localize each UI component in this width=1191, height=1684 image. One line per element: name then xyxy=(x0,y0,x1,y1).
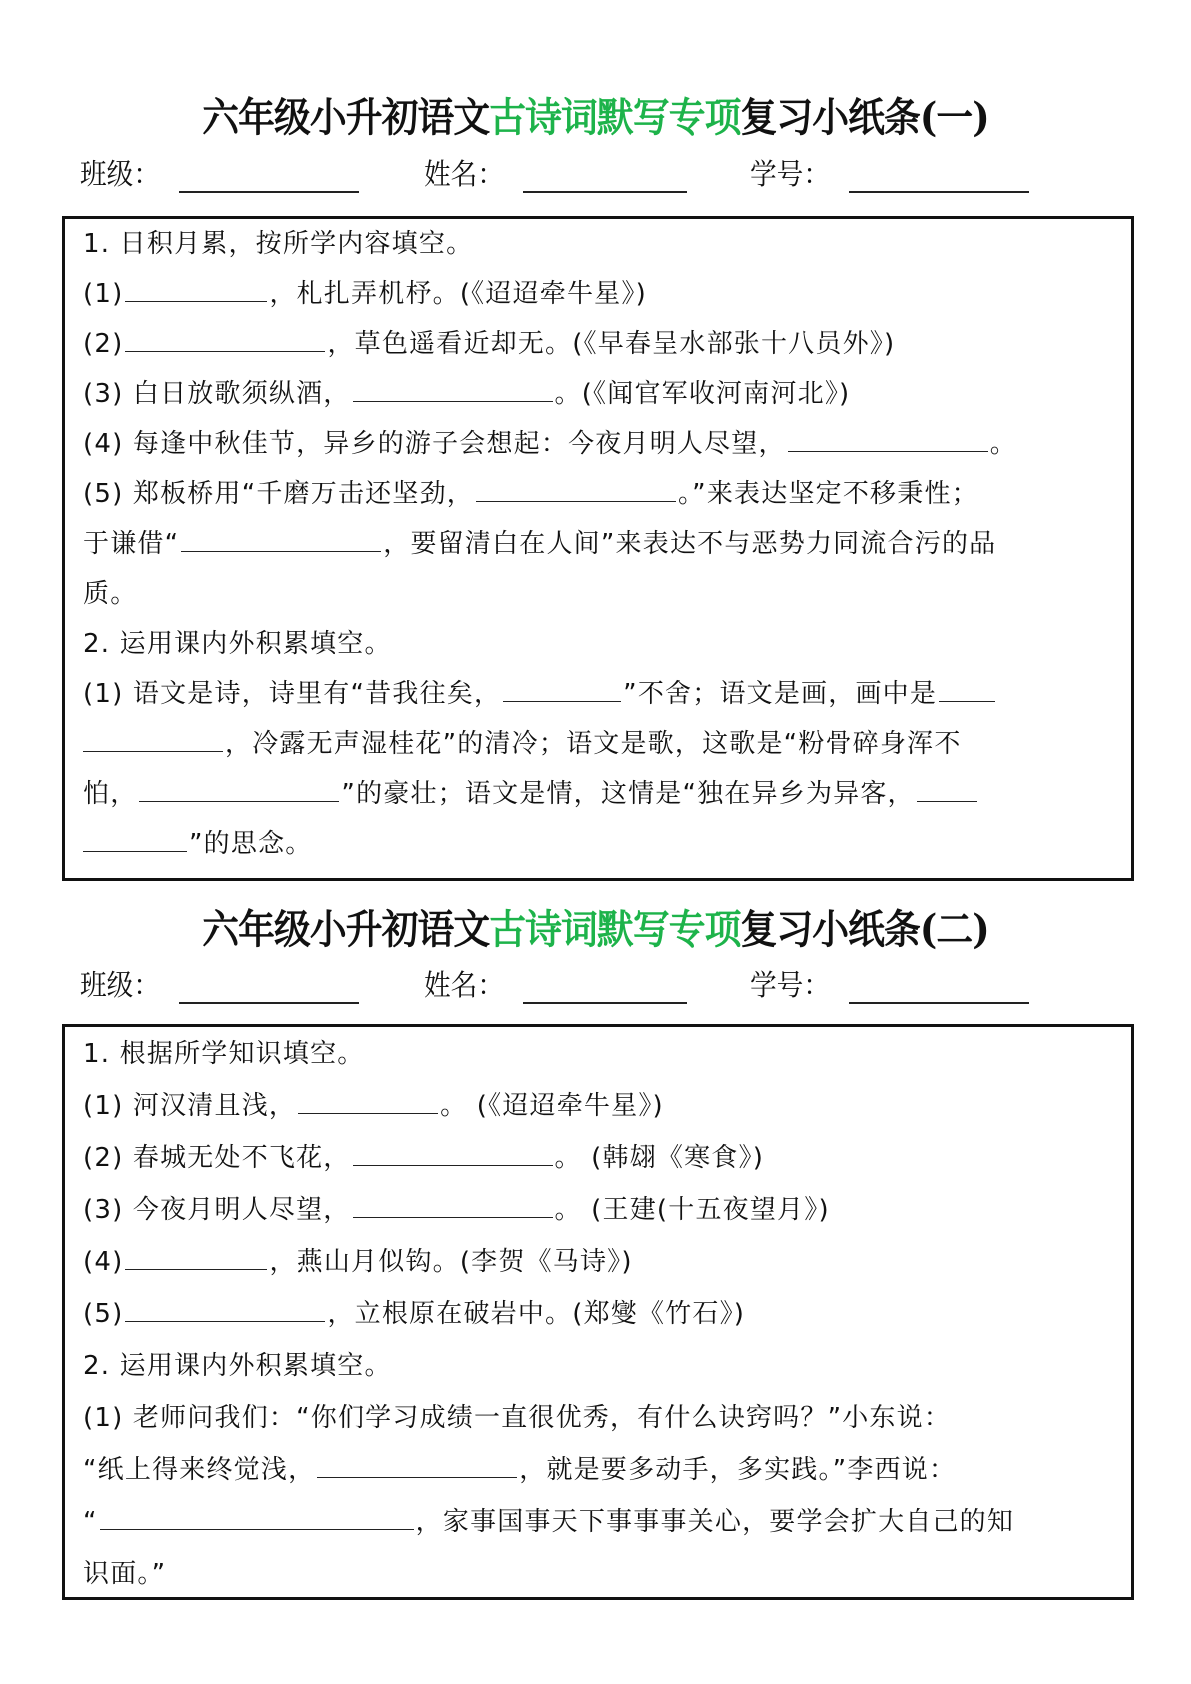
question-heading: 2. 运用课内外积累填空。 xyxy=(83,1351,392,1381)
student-id-field xyxy=(750,963,1029,1004)
title-highlight: 古诗词默写专项 xyxy=(489,94,741,141)
question-item-continued: “纸上得来终觉浅， ，就是要多动手，多实践。”李西说： xyxy=(83,1455,957,1485)
question-item-continued: “ ，家事国事天下事事事关心，要学会扩大自己的知 xyxy=(83,1507,1015,1537)
answer-blank[interactable] xyxy=(353,1193,553,1218)
sheet-1-title xyxy=(48,86,1144,143)
name-field xyxy=(424,963,687,1004)
title-highlight: 古诗词默写专项 xyxy=(489,906,741,953)
name-input-line[interactable] xyxy=(523,161,687,193)
student-id-input-line[interactable] xyxy=(849,161,1029,193)
answer-blank[interactable] xyxy=(476,477,676,502)
student-id-label: 学号： xyxy=(750,968,831,1002)
question-item: (1) 河汉清且浅， 。 (《迢迢牵牛星》) xyxy=(83,1091,664,1121)
question-item-continued: 于谦借“ ，要留清白在人间”来表达不与恶势力同流合污的品 xyxy=(83,529,997,559)
question-heading: 2. 运用课内外积累填空。 xyxy=(83,629,392,659)
question-item: (1) ，札扎弄机杼。(《迢迢牵牛星》) xyxy=(83,279,647,309)
student-id-field xyxy=(750,152,1029,193)
answer-blank[interactable] xyxy=(125,1297,325,1322)
name-label: 姓名： xyxy=(424,157,505,191)
answer-blank[interactable] xyxy=(83,727,223,752)
student-id-input-line[interactable] xyxy=(849,972,1029,1004)
question-item: (3) 今夜月明人尽望， 。 (王建(十五夜望月》) xyxy=(83,1195,830,1225)
answer-blank[interactable] xyxy=(788,427,988,452)
title-prefix: 六年级小升初语文 xyxy=(202,906,490,953)
question-item-continued: 识面。” xyxy=(83,1559,167,1589)
class-label: 班级： xyxy=(80,157,161,191)
title-suffix: 复习小纸条(一) xyxy=(740,94,989,141)
question-item-continued: 质。 xyxy=(83,579,138,609)
question-item-continued: 怕， ”的豪壮；语文是情，这情是“独在异乡为异客， xyxy=(83,769,1117,819)
question-item-continued: ”的思念。 xyxy=(83,819,1117,869)
answer-blank[interactable] xyxy=(503,677,621,702)
question-item: (1) 老师问我们：“你们学习成绩一直很优秀，有什么诀窍吗？”小东说： xyxy=(83,1403,952,1433)
answer-blank[interactable] xyxy=(317,1453,517,1478)
question-heading: 1. 日积月累，按所学内容填空。 xyxy=(83,229,474,259)
question-item: (5) 郑板桥用“千磨万击还坚劲， 。”来表达坚定不移秉性； xyxy=(83,479,979,509)
answer-blank[interactable] xyxy=(125,327,325,352)
question-item-continued: ，冷露无声湿桂花”的清冷；语文是歌，这歌是“粉骨碎身浑不 xyxy=(83,719,1117,769)
class-field xyxy=(80,963,359,1004)
sheet-2-info-row xyxy=(80,963,1120,1007)
question-item: (5) ，立根原在破岩中。(郑燮《竹石》) xyxy=(83,1299,746,1329)
answer-blank[interactable] xyxy=(353,377,553,402)
question-item: (2) ，草色遥看近却无。(《早春呈水部张十八员外》) xyxy=(83,329,896,359)
name-input-line[interactable] xyxy=(523,972,687,1004)
question-item: (1) 语文是诗，诗里有“昔我往矣， ”不舍；语文是画，画中是 xyxy=(83,669,1117,719)
answer-blank[interactable] xyxy=(353,1141,553,1166)
answer-blank[interactable] xyxy=(100,1505,414,1530)
answer-blank[interactable] xyxy=(125,277,267,302)
answer-blank[interactable] xyxy=(939,677,995,702)
sheet-2-question-box xyxy=(62,1024,1134,1600)
name-field xyxy=(424,152,687,193)
sheet-1-info-row xyxy=(80,152,1120,196)
sheet-1-question-box xyxy=(62,216,1134,881)
class-input-line[interactable] xyxy=(179,972,359,1004)
sheet-2-title xyxy=(48,898,1144,955)
answer-blank[interactable] xyxy=(125,1245,267,1270)
title-suffix: 复习小纸条(二) xyxy=(740,906,989,953)
question-heading: 1. 根据所学知识填空。 xyxy=(83,1039,365,1069)
class-input-line[interactable] xyxy=(179,161,359,193)
question-item: (2) 春城无处不飞花， 。 (韩翃《寒食》) xyxy=(83,1143,765,1173)
answer-blank[interactable] xyxy=(298,1089,438,1114)
name-label: 姓名： xyxy=(424,968,505,1002)
student-id-label: 学号： xyxy=(750,157,831,191)
answer-blank[interactable] xyxy=(83,827,187,852)
title-prefix: 六年级小升初语文 xyxy=(202,94,490,141)
class-label: 班级： xyxy=(80,968,161,1002)
answer-blank[interactable] xyxy=(139,777,339,802)
answer-blank[interactable] xyxy=(181,527,381,552)
answer-blank[interactable] xyxy=(917,777,977,802)
question-item: (4) 每逢中秋佳节，异乡的游子会想起：今夜月明人尽望， 。 xyxy=(83,429,1017,459)
question-item: (3) 白日放歌须纵酒， 。(《闻官军收河南河北》) xyxy=(83,379,851,409)
question-item: (4) ，燕山月似钩。(李贺《马诗》) xyxy=(83,1247,633,1277)
class-field xyxy=(80,152,359,193)
